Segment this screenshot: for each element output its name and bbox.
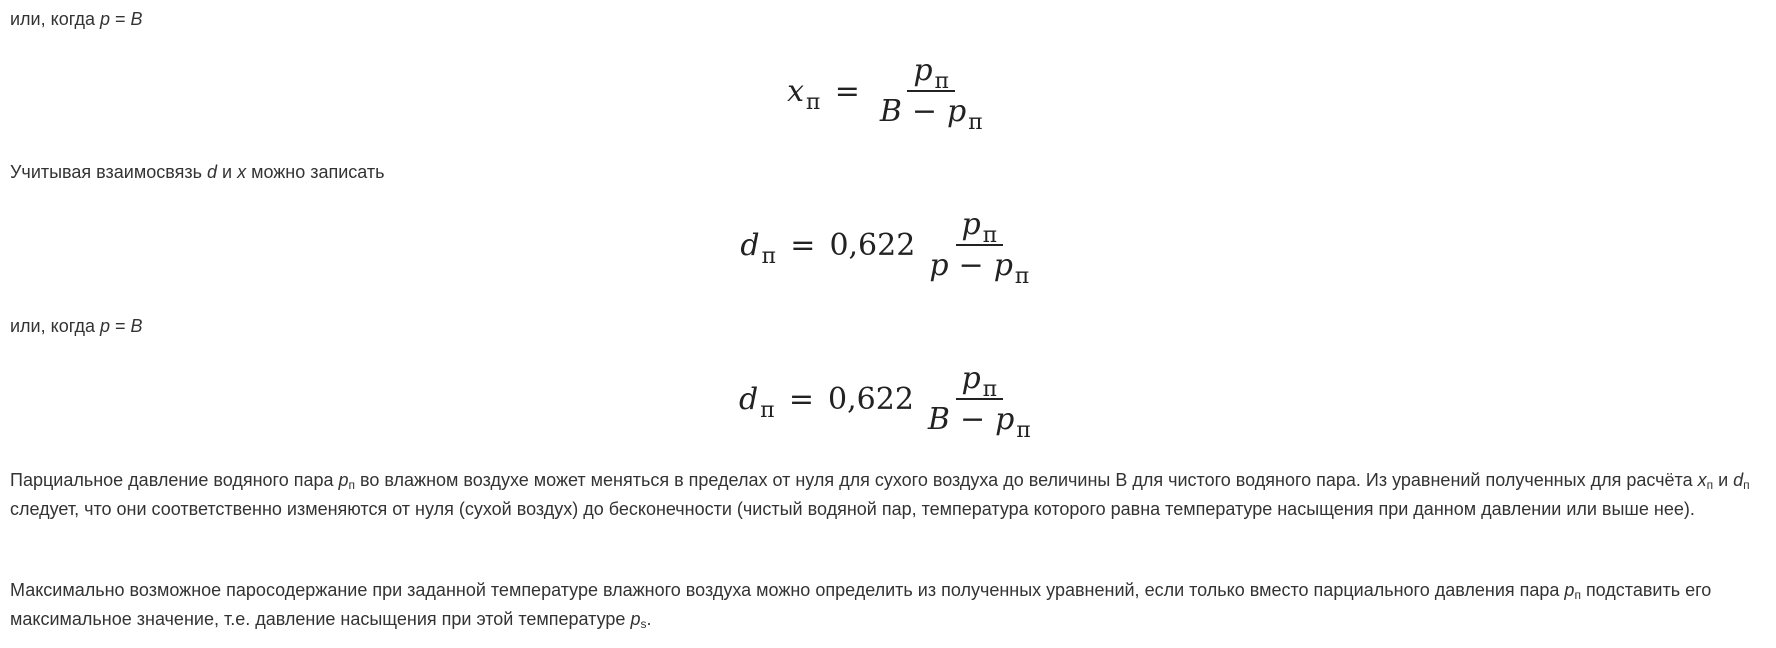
subscript: п — [1706, 478, 1714, 492]
paragraph-partial-pressure — [10, 466, 1750, 524]
subscript: s — [640, 617, 647, 631]
text: следует, что они соответственно изменяются от нуля (сухой воздух) до бесконечности (чистый водяной пар, температура которого равна температуре насыщения при данном давлении или выше нее). — [10, 499, 1695, 519]
text: и — [217, 162, 238, 182]
text: = — [110, 316, 131, 336]
symbol: d — [740, 227, 760, 263]
text: Парциальное давление водяного пара — [10, 470, 339, 490]
numerator — [956, 361, 1004, 400]
subscript: п — [348, 478, 356, 492]
subscript: п — [968, 110, 983, 135]
formula-lhs — [739, 381, 775, 423]
subscript: п — [761, 243, 777, 269]
symbol: p — [961, 207, 981, 242]
formula-d-vapor-b — [0, 354, 1776, 444]
fraction — [923, 207, 1035, 289]
symbol: p — [993, 248, 1013, 283]
numerator — [956, 207, 1004, 246]
fraction — [874, 53, 989, 135]
text: = — [110, 9, 131, 29]
symbol: p — [995, 402, 1015, 437]
subscript: п — [982, 223, 998, 248]
subscript: п — [1016, 418, 1031, 443]
variable-p: p — [99, 9, 110, 29]
formula-x-vapor — [0, 46, 1776, 136]
subscript: п — [1574, 588, 1581, 602]
text: Максимально возможное паросодержание при заданной температуре влажного воздуха можно определить из полученных уравнений, если только вместо парциального давления пара — [10, 580, 1565, 600]
text: можно записать — [246, 162, 385, 182]
minus-sign: − — [958, 248, 984, 283]
denominator — [874, 92, 989, 135]
formula-d-vapor-p — [0, 200, 1776, 290]
text: подставить его максимальное значение, т.е. давление насыщения при этой температуре — [10, 580, 1712, 629]
equals-sign: = — [788, 381, 815, 417]
variable: x — [1697, 470, 1707, 490]
coefficient: 0,622 — [828, 381, 914, 417]
formula-lhs — [740, 227, 777, 269]
fraction — [922, 361, 1037, 443]
variable: p — [1564, 580, 1575, 600]
text: . — [646, 609, 652, 629]
variable: d — [1733, 470, 1744, 490]
variable-x: x — [237, 162, 247, 182]
paragraph-condition-1 — [10, 5, 143, 34]
symbol: B — [927, 402, 950, 437]
text: или, когда — [10, 316, 100, 336]
variable: p — [630, 609, 641, 629]
minus-sign: − — [959, 402, 986, 437]
denominator — [923, 246, 1035, 289]
variable-b: B — [130, 9, 143, 29]
symbol: p — [929, 248, 949, 283]
equals-sign: = — [834, 73, 860, 109]
variable-d: d — [206, 162, 217, 182]
text: Учитывая взаимосвязь — [10, 162, 207, 182]
paragraph-condition-2 — [10, 312, 143, 341]
symbol: p — [913, 53, 933, 88]
denominator — [922, 400, 1037, 443]
minus-sign: − — [911, 94, 938, 129]
variable: p — [338, 470, 349, 490]
symbol: p — [947, 94, 967, 129]
symbol: x — [787, 73, 805, 109]
numerator — [907, 53, 955, 92]
coefficient: 0,622 — [829, 227, 916, 263]
subscript: п — [934, 69, 950, 94]
subscript: п — [760, 397, 775, 423]
variable-p: p — [99, 316, 110, 336]
subscript: п — [1014, 264, 1030, 289]
symbol: d — [739, 381, 759, 417]
variable-b: B — [130, 316, 143, 336]
subscript: п — [806, 89, 821, 115]
text: во влажном воздухе может меняться в пределах от нуля для сухого воздуха до величины В для чистого водяного пара. Из уравнений полученных для расчёта — [355, 470, 1698, 490]
text: или, когда — [10, 9, 100, 29]
paragraph-relation — [10, 158, 385, 187]
formula-lhs — [787, 73, 821, 115]
text: и — [1713, 470, 1734, 490]
paragraph-max-moisture — [10, 576, 1750, 634]
equals-sign: = — [790, 227, 816, 263]
symbol: B — [879, 94, 902, 129]
subscript: п — [1743, 478, 1750, 492]
symbol: p — [961, 361, 981, 396]
subscript: п — [982, 377, 998, 402]
